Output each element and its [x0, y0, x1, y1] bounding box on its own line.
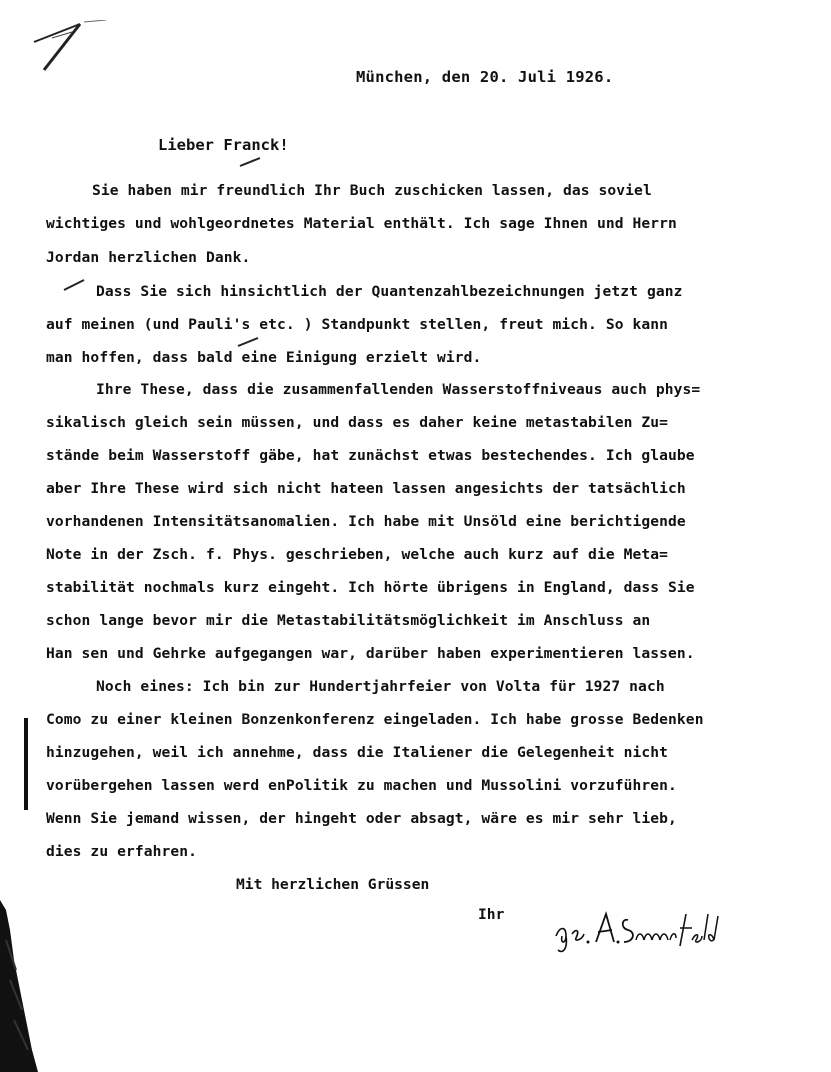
letter-line: auf meinen (und Pauli's etc. ) Standpunkt stellen, freut mich. So kann — [46, 316, 669, 333]
letter-line: wichtiges und wohlgeordnetes Material enthält. Ich sage Ihnen und Herrn — [46, 215, 677, 232]
letter-line: Note in der Zsch. f. Phys. geschrieben, welche auch kurz auf die Meta= — [46, 546, 669, 563]
handwritten-mark — [22, 20, 112, 80]
letter-line: man hoffen, dass bald eine Einigung erzielt wird. — [46, 349, 482, 366]
letter-line: Sie haben mir freundlich Ihr Buch zuschicken lassen, das soviel — [92, 182, 652, 199]
letter-line: Como zu einer kleinen Bonzenkonferenz eingeladen. Ich habe grosse Bedenken — [46, 711, 704, 728]
letter-line: aber Ihre These wird sich nicht hateen lassen angesichts der tatsächlich — [46, 480, 686, 497]
letter-line: vorübergehen lassen werd enPolitik zu machen und Mussolini vorzuführen. — [46, 777, 677, 794]
letter-line: Jordan herzlichen Dank. — [46, 249, 251, 266]
margin-mark — [24, 718, 28, 810]
letter-line: Noch eines: Ich bin zur Hundertjahrfeier von Volta für 1927 nach — [96, 678, 665, 695]
letter-line: hinzugehen, weil ich annehme, dass die Italiener die Gelegenheit nicht — [46, 744, 669, 761]
letter-line: stände beim Wasserstoff gäbe, hat zunächst etwas bestechendes. Ich glaube — [46, 447, 695, 464]
letter-salutation: Lieber Franck! — [158, 136, 289, 154]
letter-date: München, den 20. Juli 1926. — [356, 68, 614, 86]
letter-sign-off: Ihr — [478, 906, 505, 923]
letter-line: sikalisch gleich sein müssen, und dass es daher keine metastabilen Zu= — [46, 414, 669, 431]
letter-line: dies zu erfahren. — [46, 843, 198, 860]
letter-line: schon lange bevor mir die Metastabilitätsmöglichkeit im Anschluss an — [46, 612, 651, 629]
handwritten-tick — [62, 278, 86, 292]
handwritten-tick — [238, 156, 262, 168]
letter-closing: Mit herzlichen Grüssen — [236, 876, 430, 893]
letter-line: Ihre These, dass die zusammenfallenden Wasserstoffniveaus auch phys= — [96, 381, 701, 398]
handwritten-tick — [236, 336, 260, 348]
letter-line: Dass Sie sich hinsichtlich der Quantenzahlbezeichnungen jetzt ganz — [96, 283, 683, 300]
handwritten-signature — [552, 906, 722, 956]
letter-line: vorhandenen Intensitätsanomalien. Ich habe mit Unsöld eine berichtigende — [46, 513, 686, 530]
letter-line: Wenn Sie jemand wissen, der hingeht oder absagt, wäre es mir sehr lieb, — [46, 810, 677, 827]
scan-edge-shadow — [0, 900, 40, 1072]
letter-line: stabilität nochmals kurz eingeht. Ich hörte übrigens in England, dass Sie — [46, 579, 695, 596]
letter-line: Han sen und Gehrke aufgegangen war, darüber haben experimentieren lassen. — [46, 645, 695, 662]
